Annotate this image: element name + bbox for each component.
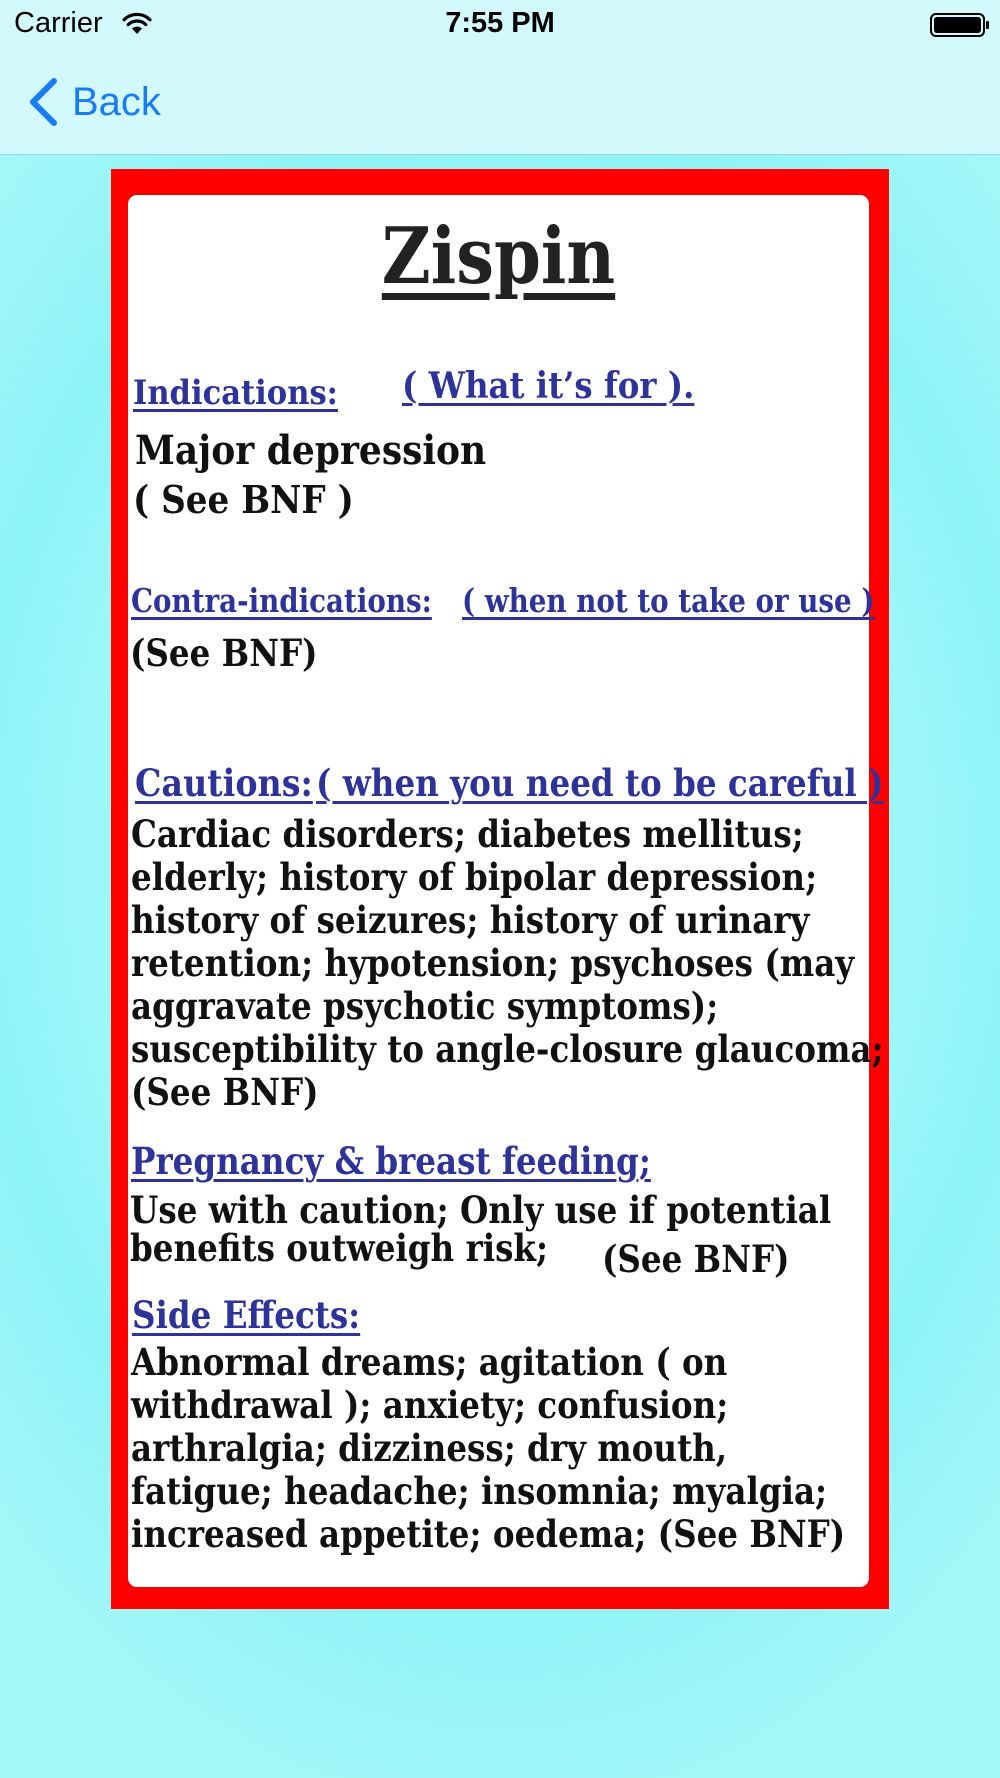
carrier-label: Carrier <box>14 7 103 39</box>
back-button[interactable] <box>26 72 161 132</box>
drug-card <box>128 195 884 1587</box>
cautions-text-line: (See BNF) <box>131 1070 319 1114</box>
pregnancy-see-bnf: (See BNF) <box>602 1237 790 1281</box>
chevron-left-icon <box>26 77 60 127</box>
pregnancy-text-line: benefits outweigh risk; <box>130 1226 549 1270</box>
pregnancy-heading: Pregnancy & breast feeding; <box>131 1139 651 1183</box>
side-effects-text-line: fatigue; headache; insomnia; myalgia; <box>131 1469 828 1513</box>
status-bar <box>0 0 1000 50</box>
side-effects-heading: Side Effects: <box>132 1293 361 1337</box>
cautions-text-line: susceptibility to angle-closure glaucoma; <box>131 1027 884 1071</box>
contra-indications-hint: ( when not to take or use ) <box>462 581 875 620</box>
side-effects-text <box>131 1341 845 1556</box>
cautions-text-line: retention; hypotension; psychoses (may <box>131 941 855 985</box>
indications-heading: Indications: <box>133 373 338 413</box>
pregnancy-text-line: Use with caution; Only use if potential <box>130 1188 832 1232</box>
indications-hint: ( What it’s for ). <box>402 365 695 407</box>
cautions-text-line: Cardiac disorders; diabetes mellitus; <box>131 812 804 856</box>
indications-text-line-1: Major depression <box>135 427 487 474</box>
side-effects-text-line: arthralgia; dizziness; dry mouth, <box>131 1426 728 1470</box>
battery-icon <box>930 13 990 37</box>
drug-title: Zispin <box>381 211 616 302</box>
cautions-hint: ( when you need to be careful ) <box>316 761 884 805</box>
side-effects-text-line: withdrawal ); anxiety; confusion; <box>131 1383 729 1427</box>
cautions-text-line: aggravate psychotic symptoms); <box>131 984 719 1028</box>
contra-indications-text: (See BNF) <box>130 631 318 675</box>
side-effects-text-line: increased appetite; oedema; (See BNF) <box>131 1512 846 1556</box>
side-effects-text-line: Abnormal dreams; agitation ( on <box>131 1340 728 1384</box>
cautions-text-line: elderly; history of bipolar depression; <box>131 855 818 899</box>
cautions-text <box>131 813 884 1114</box>
back-label: Back <box>72 79 161 124</box>
indications-text-line-2: ( See BNF ) <box>133 477 354 522</box>
cautions-heading: Cautions: <box>135 761 313 805</box>
navigation-bar <box>0 50 1000 155</box>
contra-indications-heading: Contra-indications: <box>131 581 432 620</box>
drug-card-frame <box>111 169 889 1609</box>
clock: 7:55 PM <box>445 7 555 39</box>
cautions-text-line: history of seizures; history of urinary <box>131 898 810 942</box>
